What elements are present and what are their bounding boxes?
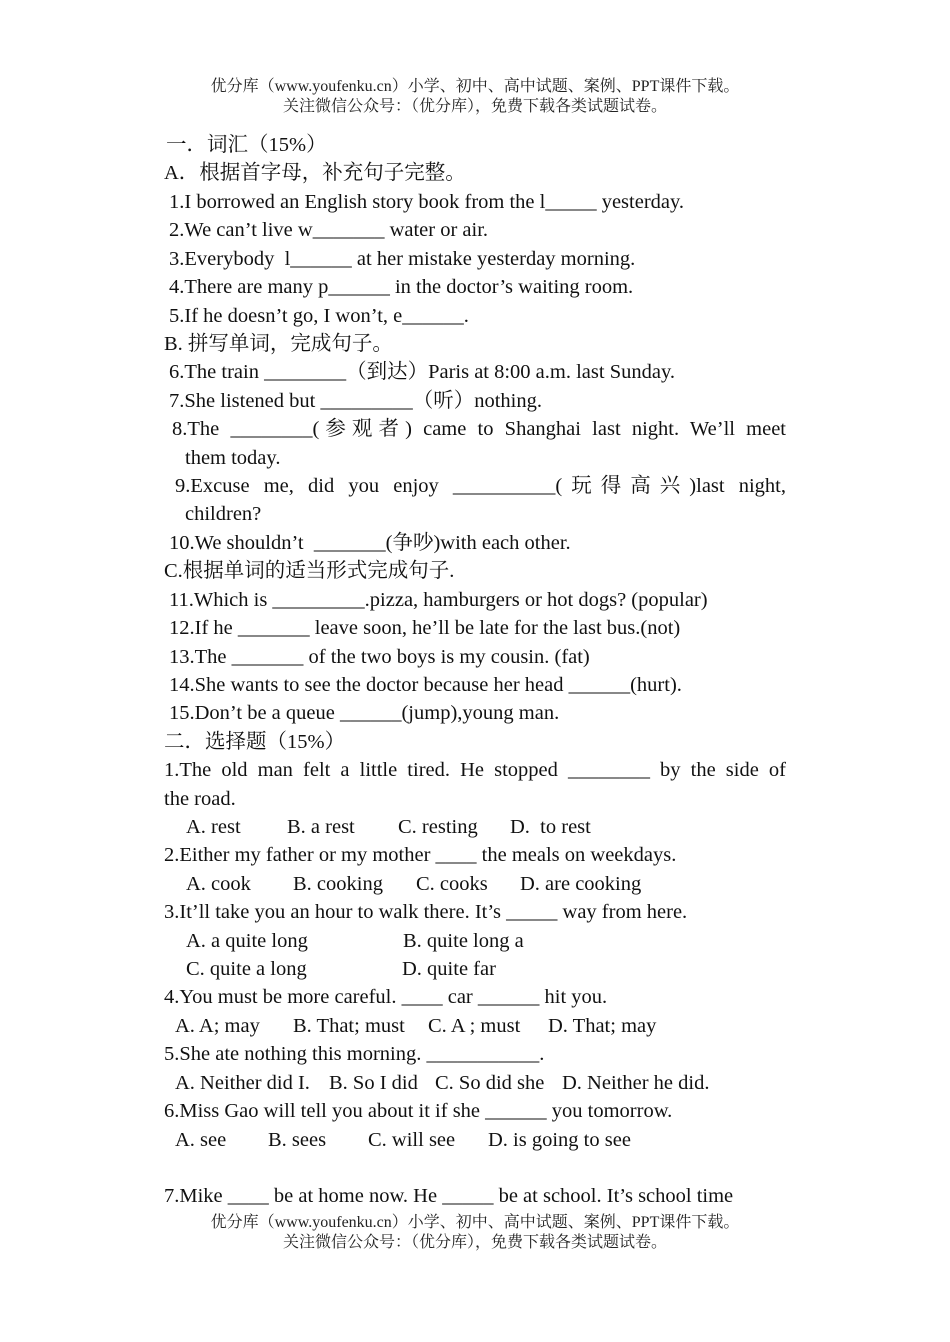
mc-6-option-c: C. will see — [368, 1129, 456, 1151]
page-header-line-2: 关注微信公众号：（优分库），免费下载各类试题试卷。 — [282, 98, 667, 115]
mc-2-option-c: C. cooks — [416, 873, 488, 895]
part-a-title: A．根据首字母，补充句子完整。 — [164, 162, 466, 184]
question-14: 14.She wants to see the doctor because her head ______(hurt). — [169, 674, 682, 696]
part-b-title: B. 拼写单词，完成句子。 — [164, 333, 393, 355]
question-13: 13.The _______ of the two boys is my cousin. (fat) — [169, 646, 590, 668]
mc-2-option-a: A. cook — [186, 873, 251, 895]
mc-5-option-c: C. So did she — [435, 1072, 545, 1094]
mc-2-option-d: D. are cooking — [520, 873, 642, 895]
mc-question-5: 5.She ate nothing this morning. ___________. — [164, 1043, 545, 1065]
page-footer-line-1: 优分库（www.youfenku.cn）小学、初中、高中试题、案例、PPT课件下载。 — [210, 1214, 740, 1231]
section-1-title: 一．词汇（15%） — [166, 134, 327, 156]
question-7: 7.She listened but _________（听）nothing. — [169, 390, 542, 412]
mc-2-option-b: B. cooking — [293, 873, 383, 895]
question-5: 5.If he doesn’t go, I won’t, e______. — [169, 305, 469, 327]
mc-question-6: 6.Miss Gao will tell you about it if she ______ you tomorrow. — [164, 1100, 673, 1122]
question-9-line-1: 9.Excuse me, did you enjoy __________(玩得高兴)last night, — [175, 475, 786, 497]
mc-6-option-d: D. is going to see — [488, 1129, 631, 1151]
mc-question-1-line-2: the road. — [164, 788, 236, 810]
mc-6-option-b: B. sees — [268, 1129, 327, 1151]
question-2: 2.We can’t live w_______ water or air. — [169, 219, 489, 241]
mc-1-option-a: A. rest — [186, 816, 241, 838]
mc-question-2: 2.Either my father or my mother ____ the meals on weekdays. — [164, 844, 677, 866]
mc-5-option-d: D. Neither he did. — [562, 1072, 710, 1094]
mc-4-option-b: B. That; must — [293, 1015, 405, 1037]
mc-4-option-d: D. That; may — [548, 1015, 657, 1037]
mc-question-1-line-1: 1.The old man felt a little tired. He stopped ________ by the side of — [164, 759, 786, 781]
question-10: 10.We shouldn’t _______(争吵)with each other. — [169, 532, 571, 554]
mc-3-option-b: B. quite long a — [403, 930, 524, 952]
question-11: 11.Which is _________.pizza, hamburgers or hot dogs? (popular) — [169, 589, 708, 611]
part-c-title: C.根据单词的适当形式完成句子. — [164, 560, 455, 582]
mc-question-4: 4.You must be more careful. ____ car ______ hit you. — [164, 986, 608, 1008]
mc-3-option-c: C. quite a long — [186, 958, 307, 980]
mc-6-option-a: A. see — [175, 1129, 227, 1151]
question-6: 6.The train ________（到达）Paris at 8:00 a.m. last Sunday. — [169, 361, 675, 383]
mc-question-3: 3.It’ll take you an hour to walk there. It’s _____ way from here. — [164, 901, 688, 923]
question-9-line-2: children? — [185, 503, 262, 525]
page-footer-line-2: 关注微信公众号：（优分库），免费下载各类试题试卷。 — [282, 1234, 667, 1251]
question-1: 1.I borrowed an English story book from the l_____ yesterday. — [169, 191, 685, 213]
question-4: 4.There are many p______ in the doctor’s waiting room. — [169, 276, 634, 298]
mc-4-option-c: C. A ; must — [428, 1015, 521, 1037]
question-3: 3.Everybody l______ at her mistake yesterday morning. — [169, 248, 636, 270]
mc-5-option-a: A. Neither did I. — [175, 1072, 310, 1094]
question-8-line-2: them today. — [185, 447, 281, 469]
mc-4-option-a: A. A; may — [175, 1015, 260, 1037]
question-15: 15.Don’t be a queue ______(jump),young man. — [169, 702, 560, 724]
question-12: 12.If he _______ leave soon, he’ll be late for the last bus.(not) — [169, 617, 681, 639]
section-2-title: 二．选择题（15%） — [164, 731, 346, 753]
mc-1-option-b: B. a rest — [287, 816, 355, 838]
mc-3-option-d: D. quite far — [402, 958, 496, 980]
mc-5-option-b: B. So I did — [329, 1072, 418, 1094]
mc-1-option-c: C. resting — [398, 816, 478, 838]
page-header-line-1: 优分库（www.youfenku.cn）小学、初中、高中试题、案例、PPT课件下载。 — [210, 78, 740, 95]
mc-3-option-a: A. a quite long — [186, 930, 308, 952]
question-8-line-1: 8.The ________(参观者) came to Shanghai last night. We’ll meet — [172, 418, 786, 440]
mc-1-option-d: D. to rest — [510, 816, 591, 838]
mc-question-7: 7.Mike ____ be at home now. He _____ be at school. It’s school time — [164, 1185, 734, 1207]
